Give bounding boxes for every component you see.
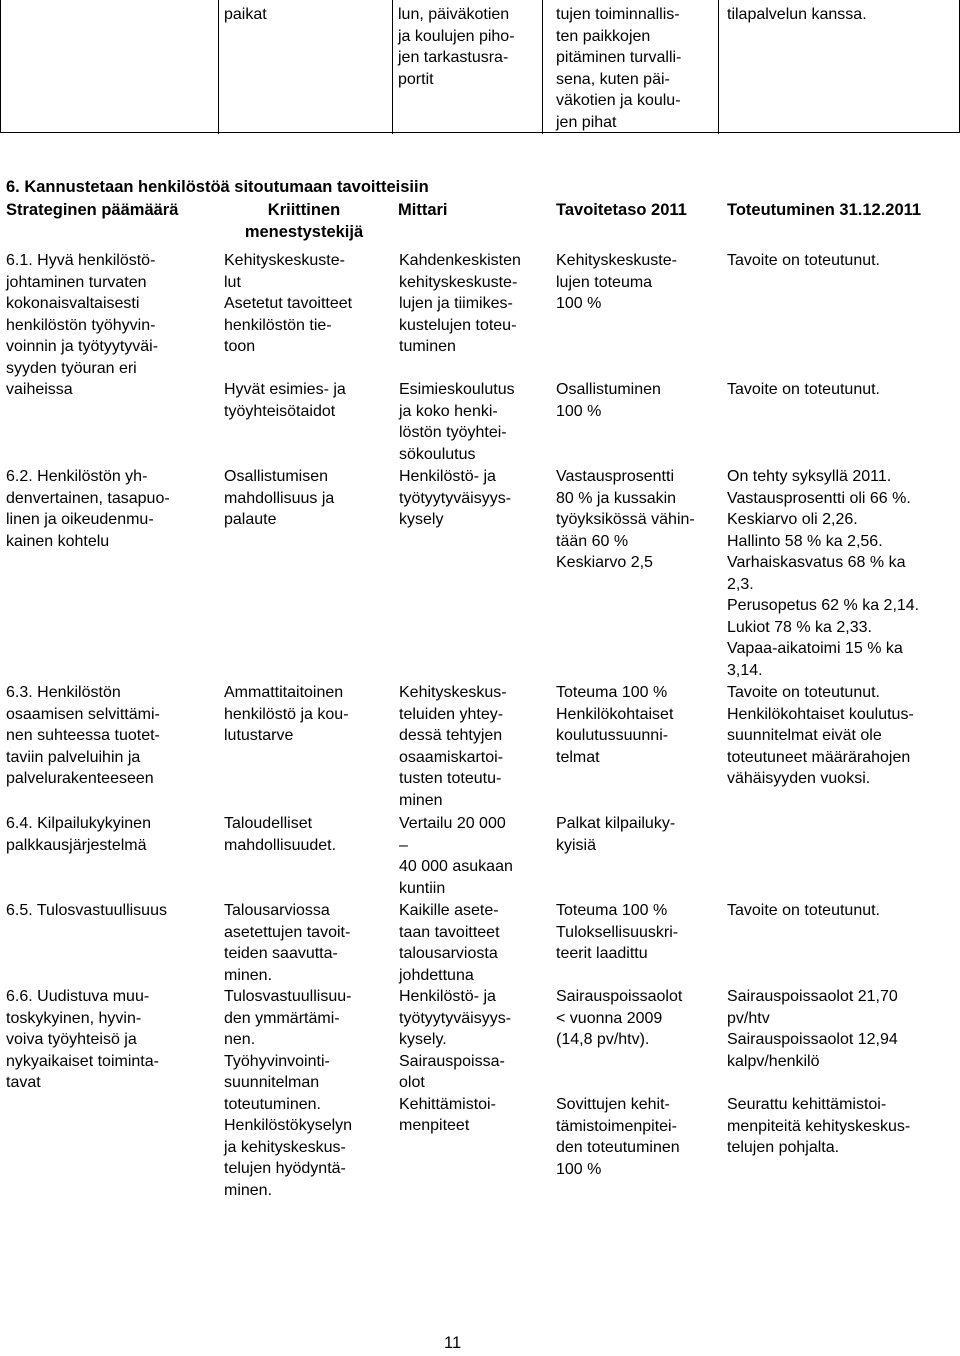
meter-6-2: Henkilöstö- ja työtyytyväisyys- kysely [399,468,512,528]
page-number: 11 [444,1334,462,1352]
factor-6-1-a: Kehityskeskuste- lut Asetetut tavoitteet henkilöstön tie- toon [224,252,353,355]
goal-6-6: 6.6. Uudistuva muu- toskykyinen, hyvin- voiva työyhteisö ja nykyaikaiset toiminta- tavat [6,988,159,1091]
factor-6-5: Talousarviossa asetettujen tavoit- teiden saavutta- minen. [224,902,351,984]
header-strategic-goal: Strateginen päämäärä [6,201,179,219]
header-target: Tavoitetaso 2011 [556,201,687,219]
target-6-6-a: Sairauspoissaolot < vuonna 2009 (14,8 pv/htv). [556,988,683,1048]
continuation-cell-1: paikat [224,6,267,23]
continuation-cell-4: tilapalvelun kanssa. [727,6,867,23]
target-6-4: Palkat kilpailuky- kyisiä [556,815,676,854]
goal-6-4: 6.4. Kilpailukykyinen palkkausjärjestelmä [6,815,151,854]
table-divider [392,0,393,134]
goal-6-5: 6.5. Tulosvastuullisuus [6,902,167,919]
header-realization: Toteutuminen 31.12.2011 [727,201,922,219]
header-critical-success: Kriittinen menestystekijä [244,201,364,241]
meter-6-3: Kehityskeskus- teluiden yhtey- dessä tehtyjen osaamiskartoi- tusten toteutu- minen [399,684,507,809]
factor-6-1-b: Hyvät esimies- ja työyhteisötaidot [224,381,346,420]
meter-6-1-b: Esimieskoulutus ja koko henki- löstön työyhtei- sökoulutus [399,381,515,463]
realization-6-1-a: Tavoite on toteutunut. [727,252,880,269]
realization-6-5: Tavoite on toteutunut. [727,902,880,919]
meter-6-6: Henkilöstö- ja työtyytyväisyys- kysely. Sairauspoissa- olot Kehittämistoi- menpiteet [399,988,512,1134]
target-6-3: Toteuma 100 % Henkilökohtaiset koulutussuunni- telmat [556,684,674,766]
header-meter: Mittari [398,201,448,219]
goal-6-1: 6.1. Hyvä henkilöstö- johtaminen turvaten kokonaisvaltaisesti henkilöstön työhyvin- voinnin ja työtyytyväi- syyden työuran eri vaiheissa [6,252,159,398]
section-title: 6. Kannustetaan henkilöstöä sitoutumaan tavoitteisiin [6,178,429,196]
factor-6-4: Taloudelliset mahdollisuudet. [224,815,337,854]
continuation-cell-3: tujen toiminnallis- ten paikkojen pitäminen turvalli- sena, kuten päi- väkotien ja koulu- jen pihat [556,6,682,131]
target-6-1-a: Kehityskeskuste- lujen toteuma 100 % [556,252,677,312]
factor-6-3: Ammattitaitoinen henkilöstö ja kou- lutustarve [224,684,349,744]
continuation-table [0,0,960,134]
target-6-1-b: Osallistuminen 100 % [556,381,661,420]
meter-6-1-a: Kahdenkeskisten kehityskeskuste- lujen ja tiimikes- kustelujen toteu- tuminen [399,252,521,355]
realization-6-6-b: Seurattu kehittämistoi- menpiteitä kehityskeskus- telujen pohjalta. [727,1096,911,1156]
target-6-2: Vastausprosentti 80 % ja kussakin työyksikössä vähin- tään 60 % Keskiarvo 2,5 [556,468,695,571]
continuation-cell-2: lun, päiväkotien ja koulujen piho- jen tarkastusra- portit [398,6,515,88]
table-divider [218,0,219,134]
factor-6-2: Osallistumisen mahdollisuus ja palaute [224,468,335,528]
target-6-5: Toteuma 100 % Tuloksellisuuskri- teerit laadittu [556,902,679,962]
realization-6-1-b: Tavoite on toteutunut. [727,381,880,398]
table-divider [542,0,543,134]
target-6-6-b: Sovittujen kehit- tämistoimenpitei- den toteutuminen 100 % [556,1096,680,1178]
goal-6-2: 6.2. Henkilöstön yh- denvertainen, tasapuo- linen ja oikeudenmu- kainen kohtelu [6,468,170,550]
realization-6-6-a: Sairauspoissaolot 21,70 pv/htv Sairauspoissaolot 12,94 kalpv/henkilö [727,988,898,1070]
meter-6-5: Kaikille asete- taan tavoitteet talousarviosta johdettuna [399,902,500,984]
table-divider [718,0,719,134]
goal-6-3: 6.3. Henkilöstön osaamisen selvittämi- nen suhteessa tuotet- taviin palveluihin ja palvelurakenteeseen [6,684,160,787]
meter-6-4: Vertailu 20 000 – 40 000 asukaan kuntiin [399,815,513,897]
realization-6-3: Tavoite on toteutunut. Henkilökohtaiset koulutus- suunnitelmat eivät ole toteutuneet määrärahojen vähäisyyden vuoksi. [727,684,914,787]
factor-6-6: Tulosvastuullisuu- den ymmärtämi- nen. Työhyvinvointi- suunnitelman toteutuminen. Henkilöstökyselyn ja kehityskeskus- telujen hyödyntä- minen. [224,988,353,1199]
realization-6-2: On tehty syksyllä 2011. Vastausprosentti oli 66 %. Keskiarvo oli 2,26. Hallinto 58 % ka 2,56. Varhaiskasvatus 68 % ka 2,3. Perusopetus 62 % ka 2,14. Lukiot 78 % ka 2,33. Vapaa-aikatoimi 15 % ka 3,14. [727,468,920,679]
